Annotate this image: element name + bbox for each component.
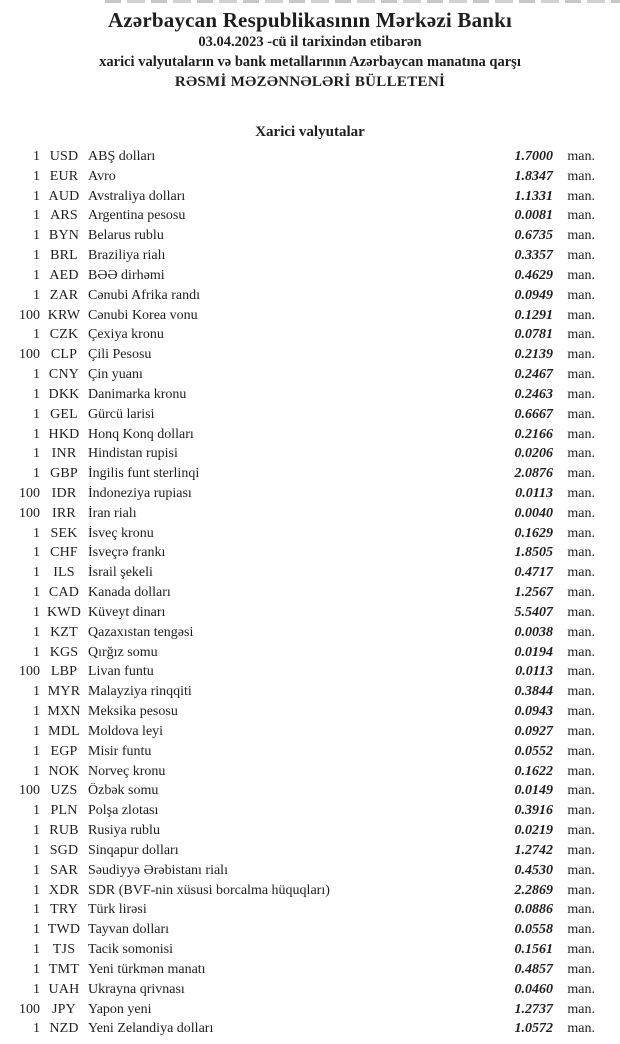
rate-value: 0.0886: [514, 902, 553, 918]
rate-value: 0.0781: [514, 327, 553, 343]
rate-value: 0.0219: [514, 823, 553, 839]
rate-quantity: 1: [33, 981, 40, 997]
rate-row: [0, 167, 620, 187]
currency-code: GEL: [50, 406, 78, 422]
rate-quantity: 100: [19, 1001, 40, 1017]
rate-quantity: 100: [19, 485, 40, 501]
currency-name: Küveyt dinarı: [88, 604, 166, 620]
rate-quantity: 1: [33, 545, 40, 561]
currency-code: USD: [49, 148, 79, 164]
currency-name: Ukrayna qrivnası: [88, 981, 185, 997]
currency-code: TMT: [48, 961, 80, 977]
currency-name: Tacik somonisi: [88, 942, 173, 958]
rate-quantity: 1: [33, 763, 40, 779]
currency-code: TWD: [47, 922, 81, 938]
currency-name: Danimarka kronu: [88, 386, 187, 402]
rate-quantity: 1: [33, 565, 40, 581]
rate-unit: man.: [567, 604, 595, 620]
rate-quantity: 1: [33, 148, 40, 164]
rate-value: 0.2139: [514, 347, 553, 363]
rate-value: 0.0149: [514, 783, 553, 799]
currency-name: İsveç kronu: [88, 525, 154, 541]
currency-name: Kanada dolları: [88, 585, 171, 601]
rate-unit: man.: [567, 248, 595, 264]
currency-code: KRW: [47, 307, 81, 323]
rate-value: 0.0038: [514, 624, 553, 640]
rate-value: 0.0206: [514, 446, 553, 462]
rate-quantity: 100: [19, 347, 40, 363]
rate-value: 0.0558: [514, 922, 553, 938]
rate-quantity: 1: [33, 862, 40, 878]
rate-row: [0, 682, 620, 702]
bulletin-header: [0, 0, 620, 92]
rate-value: 1.0572: [514, 1021, 553, 1037]
currency-name: Avstraliya dolları: [88, 188, 186, 204]
rate-quantity: 1: [33, 188, 40, 204]
rate-unit: man.: [567, 307, 595, 323]
currency-name: Moldova leyi: [88, 723, 164, 739]
rate-row: [0, 246, 620, 266]
rate-quantity: 1: [33, 426, 40, 442]
currency-code: CNY: [48, 367, 80, 383]
rate-quantity: 100: [19, 307, 40, 323]
rate-value: 1.2567: [514, 585, 553, 601]
currency-code: RUB: [49, 823, 79, 839]
currency-name: Çili Pesosu: [88, 347, 152, 363]
currency-name: Yapon yeni: [88, 1001, 152, 1017]
currency-code: UAH: [48, 981, 80, 997]
rate-row: [0, 643, 620, 663]
currency-code: IRR: [52, 505, 76, 521]
currency-name: İngilis funt sterlinqi: [88, 466, 200, 482]
rate-value: 0.0552: [514, 743, 553, 759]
rate-row: [0, 464, 620, 484]
rate-quantity: 1: [33, 525, 40, 541]
currency-code: LBP: [50, 664, 78, 680]
currency-code: BYN: [48, 228, 80, 244]
rate-unit: man.: [567, 823, 595, 839]
rate-value: 0.3916: [514, 803, 553, 819]
rate-value: 0.6667: [514, 406, 553, 422]
rate-row: [0, 920, 620, 940]
rate-quantity: 1: [33, 704, 40, 720]
rate-unit: man.: [567, 485, 595, 501]
rate-row: [0, 425, 620, 445]
rate-row: [0, 286, 620, 306]
rate-value: 2.0876: [514, 466, 553, 482]
currency-name: Avro: [88, 168, 116, 184]
rate-unit: man.: [567, 386, 595, 402]
rate-unit: man.: [567, 1001, 595, 1017]
rate-unit: man.: [567, 743, 595, 759]
currency-code: NZD: [49, 1021, 79, 1037]
rate-unit: man.: [567, 961, 595, 977]
rate-quantity: 1: [33, 168, 40, 184]
rate-value: 0.4530: [514, 862, 553, 878]
rate-quantity: 1: [33, 644, 40, 660]
currency-name: Malayziya rinqqiti: [88, 684, 192, 700]
rate-row: [0, 1000, 620, 1020]
rate-value: 1.1331: [514, 188, 553, 204]
rate-quantity: 1: [33, 743, 40, 759]
rate-row: [0, 345, 620, 365]
currency-code: MXN: [47, 704, 81, 720]
rate-unit: man.: [567, 624, 595, 640]
rate-value: 1.7000: [514, 148, 553, 164]
currency-code: AUD: [48, 188, 80, 204]
rate-row: [0, 266, 620, 286]
rate-quantity: 1: [33, 208, 40, 224]
currency-name: Hindistan rupisi: [88, 446, 178, 462]
currency-name: Tayvan dolları: [88, 922, 170, 938]
currency-name: Norveç kronu: [88, 763, 166, 779]
rate-row: [0, 841, 620, 861]
rate-row: [0, 782, 620, 802]
rate-quantity: 1: [33, 446, 40, 462]
currency-name: Səudiyyə Ərəbistanı rialı: [88, 862, 228, 878]
rate-value: 0.4717: [514, 565, 553, 581]
rate-value: 0.3844: [514, 684, 553, 700]
rate-quantity: 1: [33, 823, 40, 839]
currency-name: Cənubi Afrika randı: [88, 287, 200, 303]
currency-code: TRY: [50, 902, 78, 918]
rate-unit: man.: [567, 406, 595, 422]
rate-value: 0.0081: [514, 208, 553, 224]
rate-quantity: 1: [33, 942, 40, 958]
rate-row: [0, 1019, 620, 1039]
rate-row: [0, 762, 620, 782]
currency-name: Qazaxıstan tengəsi: [88, 624, 194, 640]
page-top-crop-artifact: [105, 0, 620, 3]
rate-row: [0, 821, 620, 841]
rate-row: [0, 861, 620, 881]
rate-row: [0, 524, 620, 544]
currency-name: İsveçrə frankı: [88, 545, 166, 561]
rate-value: 0.1291: [514, 307, 553, 323]
rate-unit: man.: [567, 1021, 595, 1037]
currency-name: Misir funtu: [88, 743, 152, 759]
rate-row: [0, 702, 620, 722]
rate-row: [0, 960, 620, 980]
rate-quantity: 100: [19, 664, 40, 680]
bulletin-subtitle: xarici valyutaların və bank metallarının Azərbaycan manatına qarşı: [99, 53, 521, 70]
rate-unit: man.: [567, 148, 595, 164]
rate-unit: man.: [567, 902, 595, 918]
rate-row: [0, 623, 620, 643]
rate-quantity: 1: [33, 1021, 40, 1037]
rate-unit: man.: [567, 922, 595, 938]
rate-value: 0.2166: [514, 426, 553, 442]
currency-code: ILS: [53, 565, 75, 581]
rate-unit: man.: [567, 942, 595, 958]
currency-code: TJS: [52, 942, 76, 958]
section-title-foreign-currencies: Xarici valyutalar: [255, 124, 365, 140]
rate-unit: man.: [567, 763, 595, 779]
rate-unit: man.: [567, 287, 595, 303]
currency-code: ZAR: [49, 287, 79, 303]
rate-value: 1.2737: [514, 1001, 553, 1017]
rate-value: 0.4629: [514, 267, 553, 283]
rate-value: 0.2467: [514, 367, 553, 383]
rate-quantity: 100: [19, 783, 40, 799]
rate-quantity: 1: [33, 367, 40, 383]
effective-date-line: 03.04.2023 -cü il tarixindən etibarən: [198, 34, 422, 50]
currency-name: Türk lirəsi: [88, 902, 147, 918]
rate-quantity: 1: [33, 922, 40, 938]
rate-unit: man.: [567, 565, 595, 581]
rate-value: 0.6735: [514, 228, 553, 244]
currency-code: BRL: [50, 248, 78, 264]
rate-unit: man.: [567, 545, 595, 561]
rate-quantity: 1: [33, 287, 40, 303]
rate-unit: man.: [567, 228, 595, 244]
currency-name: Gürcü larisi: [88, 406, 155, 422]
currency-code: KGS: [49, 644, 79, 660]
currency-name: Belarus rublu: [88, 228, 164, 244]
rate-row: [0, 444, 620, 464]
currency-code: NOK: [48, 763, 80, 779]
currency-code: MDL: [48, 723, 80, 739]
rate-unit: man.: [567, 803, 595, 819]
currency-name: Rusiya rublu: [88, 823, 160, 839]
currency-name: Honq Konq dolları: [88, 426, 194, 442]
rate-unit: man.: [567, 723, 595, 739]
rate-value: 0.1629: [514, 525, 553, 541]
rate-quantity: 1: [33, 624, 40, 640]
rate-row: [0, 504, 620, 524]
rate-value: 0.4857: [514, 961, 553, 977]
rate-unit: man.: [567, 367, 595, 383]
rate-value: 0.1622: [514, 763, 553, 779]
currency-name: Yeni Zelandiya dolları: [88, 1021, 214, 1037]
currency-name: Polşa zlotası: [88, 803, 159, 819]
rate-value: 1.8347: [514, 168, 553, 184]
rate-unit: man.: [567, 168, 595, 184]
currency-name: İsrail şekeli: [88, 565, 153, 581]
currency-code: KWD: [46, 604, 82, 620]
rate-value: 0.0194: [514, 644, 553, 660]
currency-name: İndoneziya rupiası: [88, 485, 192, 501]
rate-row: [0, 563, 620, 583]
rate-row: [0, 663, 620, 683]
rate-unit: man.: [567, 426, 595, 442]
rate-value: 0.1561: [514, 942, 553, 958]
currency-code: SGD: [49, 842, 79, 858]
rate-unit: man.: [567, 882, 595, 898]
rate-row: [0, 900, 620, 920]
currency-name: Özbək somu: [88, 783, 159, 799]
rate-row: [0, 226, 620, 246]
currency-code: UZS: [50, 783, 78, 799]
rate-unit: man.: [567, 644, 595, 660]
rate-quantity: 1: [33, 604, 40, 620]
currency-name: İran rialı: [88, 505, 137, 521]
rate-value: 0.0113: [515, 664, 553, 680]
rate-unit: man.: [567, 862, 595, 878]
rate-unit: man.: [567, 208, 595, 224]
rate-quantity: 1: [33, 267, 40, 283]
currency-name: Cənubi Korea vonu: [88, 307, 198, 323]
currency-code: CAD: [48, 585, 80, 601]
rate-row: [0, 365, 620, 385]
rate-row: [0, 147, 620, 167]
rate-row: [0, 325, 620, 345]
currency-code: ARS: [50, 208, 78, 224]
rate-unit: man.: [567, 684, 595, 700]
rate-unit: man.: [567, 347, 595, 363]
currency-code: DKK: [48, 386, 80, 402]
currency-code: IDR: [51, 485, 77, 501]
rate-unit: man.: [567, 842, 595, 858]
rate-value: 2.2869: [514, 882, 553, 898]
rate-quantity: 1: [33, 585, 40, 601]
rate-value: 0.3357: [514, 248, 553, 264]
rate-value: 0.0460: [514, 981, 553, 997]
rate-quantity: 1: [33, 684, 40, 700]
rate-quantity: 1: [33, 902, 40, 918]
rate-quantity: 1: [33, 248, 40, 264]
currency-code: CLP: [50, 347, 78, 363]
rate-row: [0, 603, 620, 623]
rate-value: 0.0040: [514, 505, 553, 521]
rate-quantity: 1: [33, 842, 40, 858]
rate-value: 1.2742: [514, 842, 553, 858]
rate-quantity: 1: [33, 228, 40, 244]
currency-code: PLN: [50, 803, 78, 819]
currency-name: Qırğız somu: [88, 644, 158, 660]
rate-row: [0, 544, 620, 564]
rate-quantity: 1: [33, 723, 40, 739]
rate-unit: man.: [567, 704, 595, 720]
currency-code: JPY: [52, 1001, 76, 1017]
rate-unit: man.: [567, 783, 595, 799]
rate-quantity: 100: [19, 505, 40, 521]
rate-row: [0, 801, 620, 821]
rate-unit: man.: [567, 446, 595, 462]
rate-unit: man.: [567, 267, 595, 283]
rate-row: [0, 385, 620, 405]
rate-row: [0, 742, 620, 762]
rate-unit: man.: [567, 466, 595, 482]
currency-code: SAR: [50, 862, 78, 878]
rate-quantity: 1: [33, 961, 40, 977]
rate-row: [0, 206, 620, 226]
rate-row: [0, 405, 620, 425]
rate-value: 0.0927: [514, 723, 553, 739]
bulletin-title: RƏSMİ MƏZƏNNƏLƏRİ BÜLLETENİ: [174, 74, 446, 90]
currency-name: Çin yuanı: [88, 367, 143, 383]
rate-quantity: 1: [33, 406, 40, 422]
currency-name: Braziliya rialı: [88, 248, 166, 264]
rate-unit: man.: [567, 188, 595, 204]
currency-name: Çexiya kronu: [88, 327, 164, 343]
rate-quantity: 1: [33, 803, 40, 819]
rate-unit: man.: [567, 505, 595, 521]
rate-unit: man.: [567, 525, 595, 541]
currency-name: ABŞ dolları: [88, 148, 156, 164]
currency-code: AED: [49, 267, 79, 283]
currency-name: Sinqapur dolları: [88, 842, 179, 858]
rate-row: [0, 583, 620, 603]
currency-code: KZT: [50, 624, 78, 640]
currency-code: SEK: [50, 525, 78, 541]
currency-code: HKD: [48, 426, 80, 442]
currency-code: GBP: [50, 466, 78, 482]
rate-row: [0, 187, 620, 207]
rate-unit: man.: [567, 585, 595, 601]
currency-name: Yeni türkmən manatı: [88, 961, 206, 977]
currency-code: MYR: [47, 684, 81, 700]
rate-unit: man.: [567, 664, 595, 680]
currency-code: CZK: [49, 327, 79, 343]
currency-code: EGP: [50, 743, 78, 759]
rate-row: [0, 980, 620, 1000]
rate-value: 0.2463: [514, 386, 553, 402]
rate-value: 0.0113: [515, 485, 553, 501]
currency-name: Meksika pesosu: [88, 704, 178, 720]
rate-row: [0, 484, 620, 504]
bank-title: Azərbaycan Respublikasının Mərkəzi Bankı: [107, 8, 513, 32]
rate-unit: man.: [567, 981, 595, 997]
rate-value: 1.8505: [514, 545, 553, 561]
currency-name: BƏƏ dirhəmi: [88, 267, 165, 283]
rate-unit: man.: [567, 327, 595, 343]
rate-row: [0, 722, 620, 742]
currency-name: Argentina pesosu: [88, 208, 186, 224]
rate-quantity: 1: [33, 327, 40, 343]
rate-value: 0.0949: [514, 287, 553, 303]
currency-code: XDR: [48, 882, 80, 898]
rate-value: 0.0943: [514, 704, 553, 720]
currency-code: CHF: [50, 545, 78, 561]
rate-quantity: 1: [33, 882, 40, 898]
rates-table: [0, 147, 620, 1039]
currency-name: Livan funtu: [88, 664, 154, 680]
rate-row: [0, 940, 620, 960]
rate-quantity: 1: [33, 466, 40, 482]
rate-row: [0, 881, 620, 901]
currency-code: INR: [51, 446, 77, 462]
rate-quantity: 1: [33, 386, 40, 402]
rate-row: [0, 306, 620, 326]
currency-name: SDR (BVF-nin xüsusi borcalma hüquqları): [88, 882, 330, 898]
rate-value: 5.5407: [514, 604, 553, 620]
currency-code: EUR: [49, 168, 79, 184]
